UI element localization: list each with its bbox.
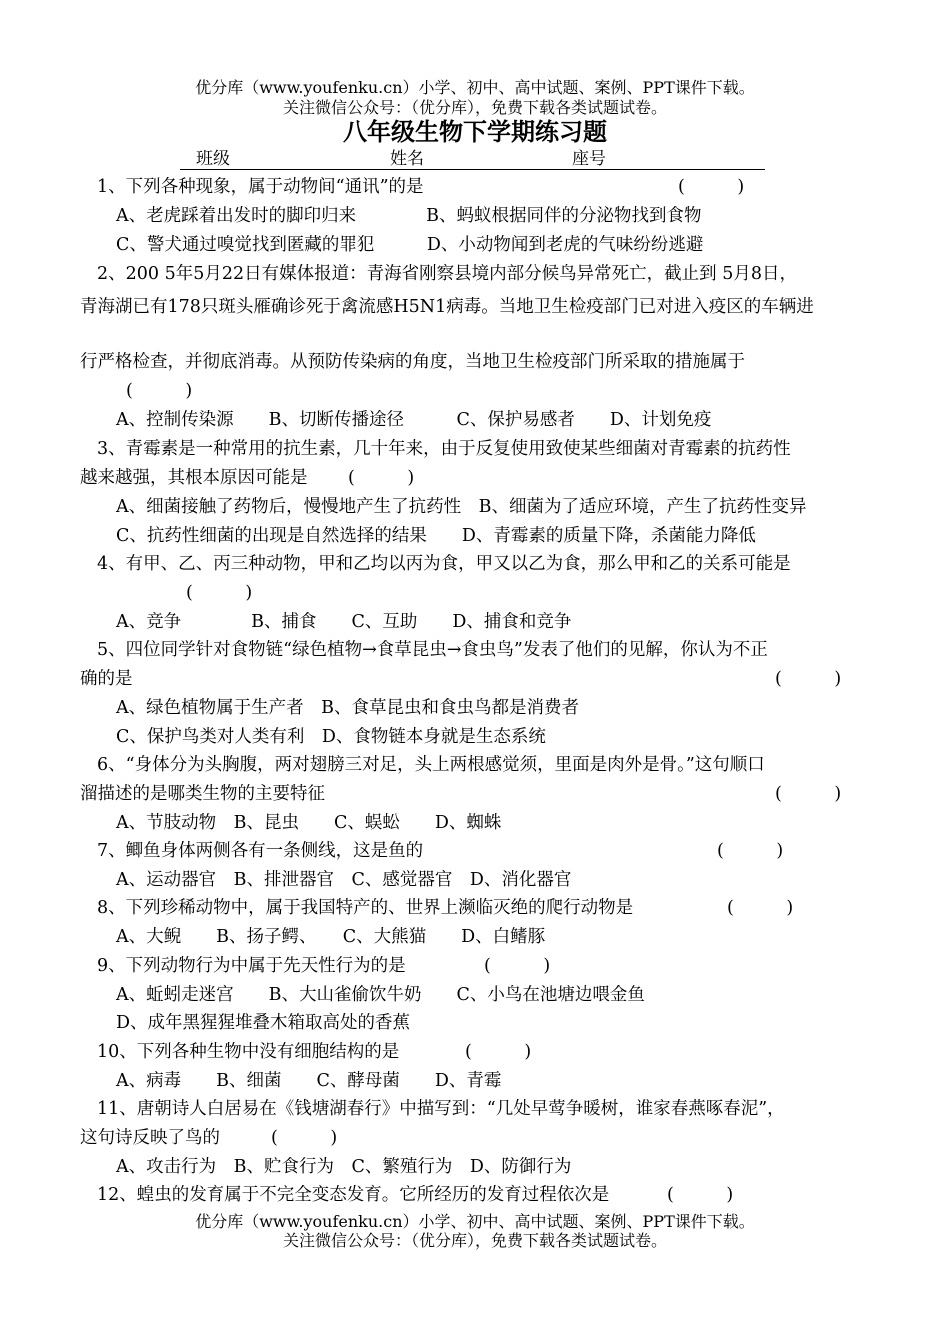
info-underline [180,169,765,170]
footer-line-2: 关注微信公众号：（优分库），免费下载各类试题试卷。 [282,1231,667,1250]
q10-options: A、病毒 B、细菌 C、酵母菌 D、青霉 [116,1071,502,1091]
q9-option-d: D、成年黑猩猩堆叠木箱取高处的香蕉 [116,1013,411,1033]
q3-options-cd: C、抗药性细菌的出现是自然选择的结果 D、青霉素的质量下降，杀菌能力降低 [116,526,756,546]
q1-options-ab: A、老虎踩着出发时的脚印归来 B、蚂蚁根据同伴的分泌物找到食物 [116,206,702,226]
header-line-2: 关注微信公众号：（优分库），免费下载各类试题试卷。 [282,98,667,117]
q6-stem-1: 6、“身体分为头胸腹，两对翅膀三对足，头上两根感觉须，里面是肉外是骨。”这句顺口 [97,755,765,775]
q7-stem: 7、鲫鱼身体两侧各有一条侧线，这是鱼的 [97,841,424,861]
q2-stem-3: 行严格检查，并彻底消毒。从预防传染病的角度，当地卫生检疫部门所采取的措施属于 [80,352,745,372]
q6-options: A、节肢动物 B、昆虫 C、蜈蚣 D、蜘蛛 [116,813,502,833]
q10-answer-bracket: ( ) [465,1042,532,1062]
q3-answer-bracket: ( ) [348,468,415,488]
q8-options: A、大鲵 B、扬子鳄、 C、大熊猫 D、白鳍豚 [116,927,546,947]
q2-options: A、控制传染源 B、切断传播途径 C、保护易感者 D、计划免疫 [116,410,712,430]
q7-answer-bracket: ( ) [717,841,784,861]
q5-stem-2: 确的是 [80,669,133,689]
q3-stem-1: 3、青霉素是一种常用的抗生素，几十年来，由于反复使用致使某些细菌对青霉素的抗药性 [97,439,791,459]
q5-stem-1: 5、四位同学针对食物链“绿色植物→食草昆虫→食虫鸟”发表了他们的见解，你认为不正 [97,640,768,660]
footer-line-1: 优分库（www.youfenku.cn）小学、初中、高中试题、案例、PPT课件下载。 [195,1212,755,1231]
seat-label: 座号 [572,149,606,169]
q2-stem-1: 2、200 5年5月22日有媒体报道：青海省刚察县境内部分候鸟异常死亡，截止到 5月8日， [97,264,797,284]
q11-options: A、攻击行为 B、贮食行为 C、繁殖行为 D、防御行为 [116,1157,572,1177]
header-line-1: 优分库（www.youfenku.cn）小学、初中、高中试题、案例、PPT课件下载。 [195,78,755,97]
q5-options-ab: A、绿色植物属于生产者 B、食草昆虫和食虫鸟都是消费者 [116,698,579,718]
page-title: 八年级生物下学期练习题 [343,118,607,146]
q8-stem: 8、下列珍稀动物中，属于我国特产的、世界上濒临灭绝的爬行动物是 [97,898,634,918]
q4-answer-bracket: ( ) [186,583,253,603]
q11-answer-bracket: ( ) [271,1128,338,1148]
q3-options-ab: A、细菌接触了药物后，慢慢地产生了抗药性 B、细菌为了适应环境，产生了抗药性变异 [116,497,807,517]
q1-options-cd: C、警犬通过嗅觉找到匿藏的罪犯 D、小动物闻到老虎的气味纷纷逃避 [116,235,704,255]
q7-options: A、运动器官 B、排泄器官 C、感觉器官 D、消化器官 [116,870,572,890]
q5-answer-bracket: ( ) [775,669,842,689]
name-label: 姓名 [390,149,424,169]
q3-stem-2: 越来越强，其根本原因可能是 [80,468,308,488]
q9-answer-bracket: ( ) [484,956,551,976]
q11-stem-1: 11、唐朝诗人白居易在《钱塘湖春行》中描写到：“几处早莺争暖树，谁家春燕啄春泥”， [97,1099,785,1119]
q10-stem: 10、下列各种生物中没有细胞结构的是 [97,1042,400,1062]
q4-stem: 4、有甲、乙、丙三种动物，甲和乙均以丙为食，甲又以乙为食，那么甲和乙的关系可能是 [97,554,791,574]
q2-stem-2: 青海湖已有178只斑头雁确诊死于禽流感H5N1病毒。当地卫生检疫部门已对进入疫区的车辆进 [80,297,814,317]
q1-answer-bracket: ( ) [678,177,745,197]
q1-stem: 1、下列各种现象，属于动物间“通讯”的是 [97,177,424,197]
q11-stem-2: 这句诗反映了鸟的 [80,1128,220,1148]
q5-options-cd: C、保护鸟类对人类有利 D、食物链本身就是生态系统 [116,727,546,747]
q12-answer-bracket: ( ) [667,1185,734,1205]
q8-answer-bracket: ( ) [727,898,794,918]
q6-stem-2: 溜描述的是哪类生物的主要特征 [80,784,325,804]
q6-answer-bracket: ( ) [775,784,842,804]
q9-stem: 9、下列动物行为中属于先天性行为的是 [97,956,406,976]
q9-options-abc: A、蚯蚓走迷宫 B、大山雀偷饮牛奶 C、小鸟在池塘边喂金鱼 [116,985,645,1005]
q12-stem: 12、蝗虫的发育属于不完全变态发育。它所经历的发育过程依次是 [97,1185,610,1205]
q2-answer-bracket: ( ) [126,381,193,401]
q4-options: A、竞争 B、捕食 C、互助 D、捕食和竞争 [116,612,572,632]
class-label: 班级 [196,149,230,169]
